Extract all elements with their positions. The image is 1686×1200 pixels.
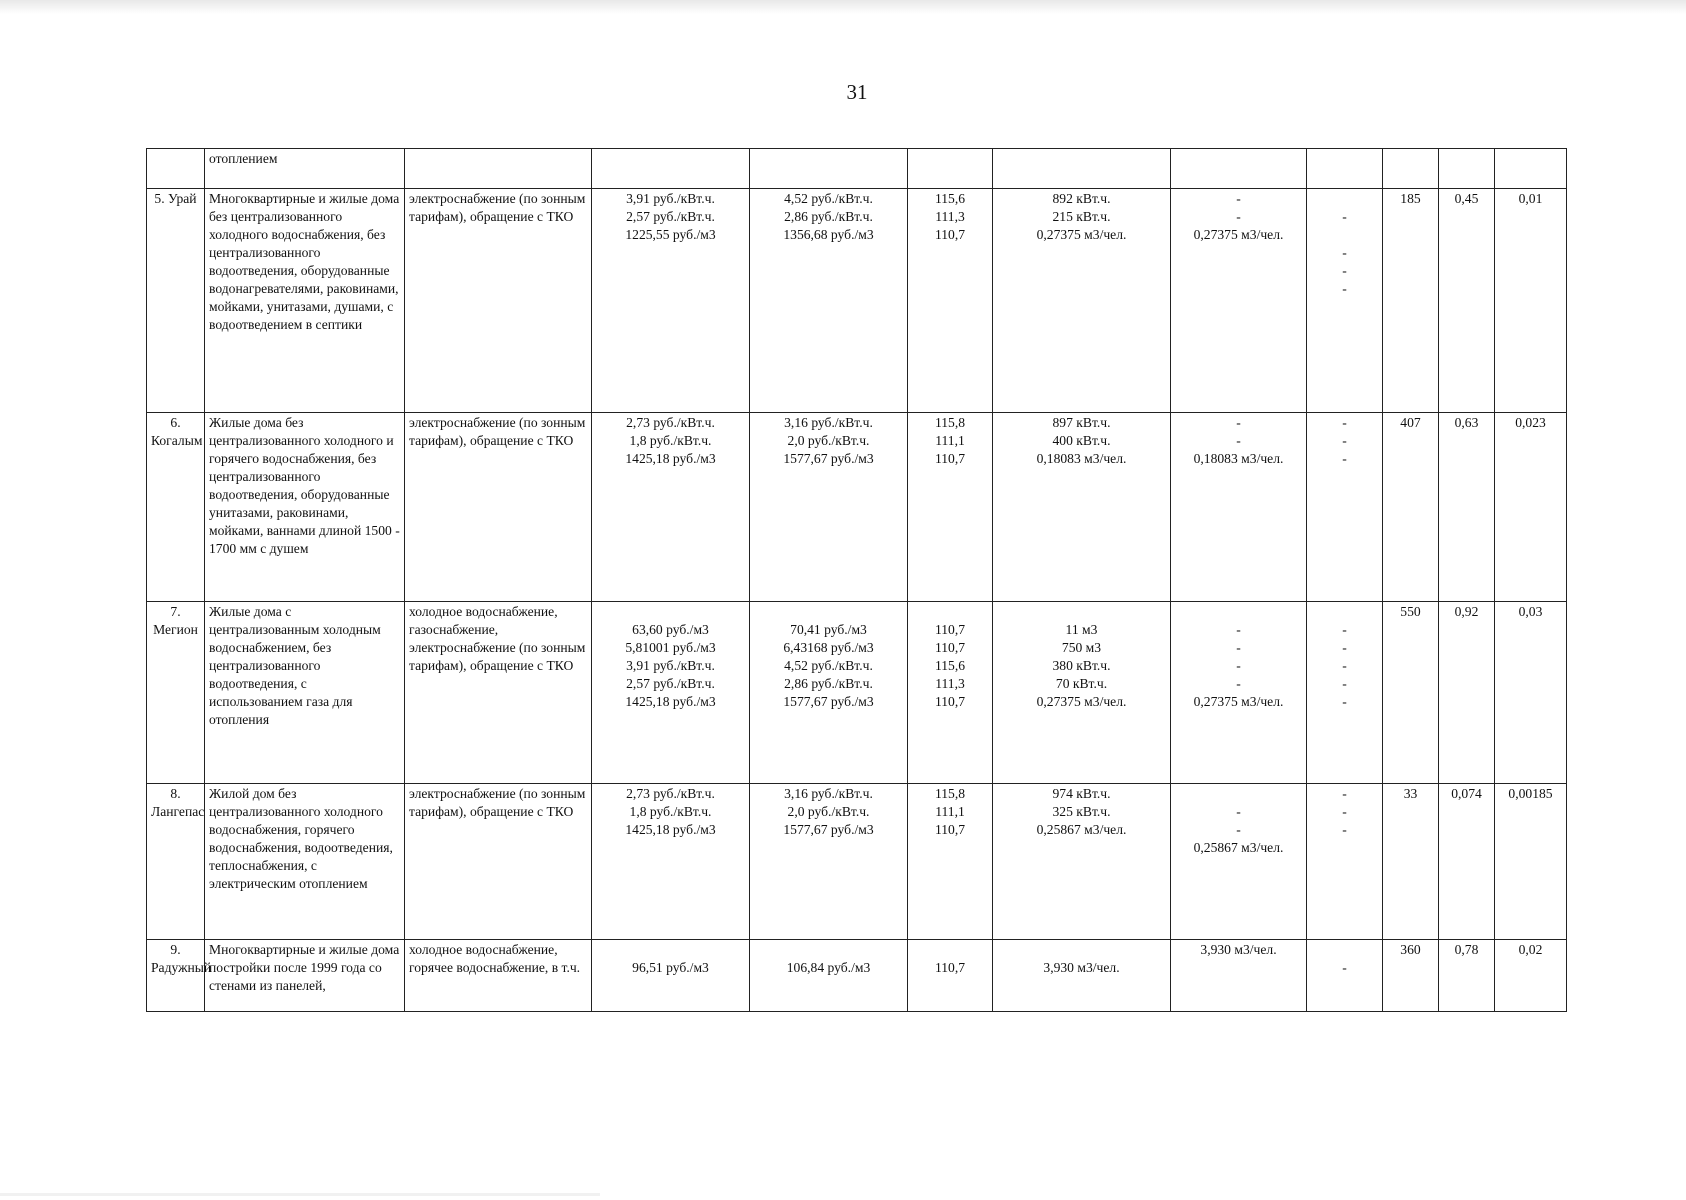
- tariff-current-cell: [592, 784, 750, 940]
- norm-value: 0,27375 м3/чел.: [1193, 694, 1284, 709]
- row-number-cell: [147, 784, 205, 940]
- tariff-new: 106,84 руб./м3: [786, 960, 871, 975]
- consumption-volume: 750 м3: [1061, 640, 1102, 655]
- housing-description: Многоквартирные и жилые дома без централизованного холодного водоснабжения, без централизованного водоотведения, оборудованные водонагревателями, раковинами, мойками, унитазами, душами, с водоотведением в септики: [209, 191, 400, 332]
- dash-mark: -: [1342, 451, 1347, 466]
- tariff-current: 1425,18 руб./м3: [625, 822, 716, 837]
- services-text: холодное водоснабжение, газоснабжение, электроснабжение (по зонным тарифам), обращение с ТКО: [409, 604, 586, 673]
- services-cell: [405, 189, 592, 413]
- dash-mark: -: [1342, 822, 1347, 837]
- tariff-new-cell: [750, 784, 908, 940]
- norm-dash: -: [1236, 622, 1241, 637]
- dash-mark: [1311, 941, 1378, 959]
- tariff-current: 1425,18 руб./м3: [625, 451, 716, 466]
- tariff-index: [912, 603, 988, 621]
- dash-mark: [1311, 226, 1378, 244]
- norm-dash: [1175, 603, 1302, 621]
- tariff-current: 2,73 руб./кВт.ч.: [626, 415, 715, 430]
- tariff-new: [754, 941, 903, 959]
- value-1-cell: [1383, 602, 1439, 784]
- value-3-cell: [1495, 413, 1567, 602]
- norm-value: 0,18083 м3/чел.: [1193, 451, 1284, 466]
- dash-mark: -: [1342, 786, 1347, 801]
- value-3: 0,00185: [1508, 786, 1553, 801]
- row-number-cell: [147, 602, 205, 784]
- norm-dash: -: [1236, 191, 1241, 206]
- tariff-index: 115,8: [934, 415, 966, 430]
- value-2-cell: [1439, 940, 1495, 1012]
- tariff-new: 1577,67 руб./м3: [783, 694, 874, 709]
- consumption-volume: [997, 150, 1166, 168]
- consumption-volume: [997, 603, 1166, 621]
- dash-cell: [1307, 940, 1383, 1012]
- scan-edge: [0, 0, 1686, 14]
- services-cell: [405, 149, 592, 189]
- consumption-volume: 0,27375 м3/чел.: [1036, 694, 1127, 709]
- dash-cell: [1307, 189, 1383, 413]
- tariff-new-cell: [750, 189, 908, 413]
- tariff-new: 4,52 руб./кВт.ч.: [784, 191, 873, 206]
- norm-value: 0,27375 м3/чел.: [1193, 227, 1284, 242]
- tariff-current: 96,51 руб./м3: [632, 960, 709, 975]
- value-1-cell: [1383, 413, 1439, 602]
- tariff-index: 111,3: [935, 676, 965, 691]
- dash-mark: -: [1342, 263, 1347, 278]
- index-cell: [908, 189, 993, 413]
- housing-description: Жилой дом без централизованного холодного водоснабжения, горячего водоснабжения, водоотведения, теплоснабжения, с электрическим отоплением: [209, 786, 393, 891]
- dash-mark: -: [1342, 433, 1347, 448]
- tariff-index: 115,8: [934, 786, 966, 801]
- tariff-new: 3,16 руб./кВт.ч.: [784, 415, 873, 430]
- consumption-volume: 0,18083 м3/чел.: [1036, 451, 1127, 466]
- services-cell: [405, 602, 592, 784]
- dash-mark: -: [1342, 658, 1347, 673]
- value-2-cell: [1439, 189, 1495, 413]
- tariff-new: 4,52 руб./кВт.ч.: [784, 658, 873, 673]
- norm-cell: [1171, 149, 1307, 189]
- tariff-new-cell: [750, 940, 908, 1012]
- consumption-volume-cell: [993, 602, 1171, 784]
- dash-mark: -: [1342, 640, 1347, 655]
- tariff-index: 110,7: [934, 960, 966, 975]
- index-cell: [908, 149, 993, 189]
- value-2-cell: [1439, 149, 1495, 189]
- housing-description-cell: [205, 413, 405, 602]
- services-text: холодное водоснабжение, горячее водоснабжение, в т.ч.: [409, 942, 581, 975]
- housing-description-cell: [205, 602, 405, 784]
- index-cell: [908, 602, 993, 784]
- table-row: [147, 940, 1567, 1012]
- norm-cell: [1171, 940, 1307, 1012]
- tariff-index: 115,6: [934, 658, 966, 673]
- norm-value: 0,25867 м3/чел.: [1193, 840, 1284, 855]
- value-2-cell: [1439, 784, 1495, 940]
- tariff-new: 3,16 руб./кВт.ч.: [784, 786, 873, 801]
- tariff-current: 2,73 руб./кВт.ч.: [626, 786, 715, 801]
- table-row: [147, 149, 1567, 189]
- consumption-volume: 0,27375 м3/чел.: [1036, 227, 1127, 242]
- value-1: 33: [1403, 786, 1418, 801]
- value-1-cell: [1383, 149, 1439, 189]
- tariff-current: 1,8 руб./кВт.ч.: [629, 433, 712, 448]
- tariff-new: 2,0 руб./кВт.ч.: [787, 804, 870, 819]
- tariff-current-cell: [592, 413, 750, 602]
- dash-cell: [1307, 149, 1383, 189]
- tariff-new: [754, 603, 903, 621]
- consumption-volume: 70 кВт.ч.: [1055, 676, 1108, 691]
- row-number: 9. Радужный: [151, 942, 212, 975]
- table-row: [147, 189, 1567, 413]
- row-number: 5. Урай: [154, 191, 197, 206]
- dash-mark: -: [1342, 694, 1347, 709]
- norm-dash: -: [1236, 804, 1241, 819]
- dash-mark: -: [1342, 622, 1347, 637]
- tariff-index: [912, 941, 988, 959]
- tariff-current: 2,57 руб./кВт.ч.: [626, 676, 715, 691]
- tariff-current-cell: [592, 602, 750, 784]
- housing-description: отоплением: [209, 151, 278, 166]
- value-3: 0,01: [1518, 191, 1543, 206]
- housing-description: Многоквартирные и жилые дома постройки после 1999 года со стенами из панелей,: [209, 942, 400, 993]
- tariff-new: 1356,68 руб./м3: [783, 227, 874, 242]
- page-number: 31: [846, 80, 868, 104]
- norm-dash: -: [1236, 676, 1241, 691]
- consumption-volume-cell: [993, 940, 1171, 1012]
- housing-description: Жилые дома с централизованным холодным водоснабжением, без централизованного водоотведения, с использованием газа для отопления: [209, 604, 381, 727]
- norm-dash: -: [1236, 658, 1241, 673]
- services-text: электроснабжение (по зонным тарифам), обращение с ТКО: [409, 786, 586, 819]
- value-3: 0,03: [1518, 604, 1543, 619]
- dash-mark: [1311, 603, 1378, 621]
- value-2: 0,45: [1454, 191, 1479, 206]
- tariff-new-cell: [750, 413, 908, 602]
- value-3-cell: [1495, 602, 1567, 784]
- tariff-new: 1577,67 руб./м3: [783, 451, 874, 466]
- tariff-new: [754, 150, 903, 168]
- consumption-volume: 11 м3: [1065, 622, 1098, 637]
- tariff-current: 1,8 руб./кВт.ч.: [629, 804, 712, 819]
- tariff-current-cell: [592, 149, 750, 189]
- row-number-cell: [147, 149, 205, 189]
- value-2-cell: [1439, 602, 1495, 784]
- tariff-new: 2,86 руб./кВт.ч.: [784, 209, 873, 224]
- index-cell: [908, 940, 993, 1012]
- tariff-new: 70,41 руб./м3: [790, 622, 867, 637]
- tariff-index: 110,7: [934, 227, 966, 242]
- table-row: [147, 784, 1567, 940]
- tariff-current: 3,91 руб./кВт.ч.: [626, 191, 715, 206]
- dash-mark: -: [1342, 281, 1347, 296]
- row-number: 8. Лангепас: [151, 786, 205, 819]
- dash-mark: -: [1342, 676, 1347, 691]
- scan-edge-bottom: [0, 1193, 600, 1196]
- consumption-volume: 400 кВт.ч.: [1052, 433, 1111, 448]
- dash-mark: [1311, 190, 1378, 208]
- tariff-new: 1577,67 руб./м3: [783, 822, 874, 837]
- value-1: 185: [1400, 191, 1421, 206]
- value-1-cell: [1383, 940, 1439, 1012]
- consumption-volume-cell: [993, 149, 1171, 189]
- consumption-volume: 892 кВт.ч.: [1052, 191, 1111, 206]
- tariff-new-cell: [750, 149, 908, 189]
- housing-description: Жилые дома без централизованного холодного и горячего водоснабжения, без централизованного водоотведения, оборудованные унитазами, раковинами, мойками, ваннами длиной 1500 - 1700 мм с душем: [209, 415, 400, 556]
- index-cell: [908, 784, 993, 940]
- tariff-current: 2,57 руб./кВт.ч.: [626, 209, 715, 224]
- tariff-index: 111,3: [935, 209, 965, 224]
- norm-dash: -: [1236, 822, 1241, 837]
- norm-dash: -: [1236, 415, 1241, 430]
- value-1-cell: [1383, 189, 1439, 413]
- dash-cell: [1307, 602, 1383, 784]
- norm-value: 3,930 м3/чел.: [1200, 942, 1277, 957]
- value-3-cell: [1495, 189, 1567, 413]
- norm-dash: [1175, 785, 1302, 803]
- consumption-volume: 215 кВт.ч.: [1052, 209, 1111, 224]
- consumption-volume: 380 кВт.ч.: [1052, 658, 1111, 673]
- value-3-cell: [1495, 784, 1567, 940]
- tariff-table: [146, 148, 1567, 1012]
- tariff-current-cell: [592, 940, 750, 1012]
- norm-cell: [1171, 189, 1307, 413]
- dash-cell: [1307, 784, 1383, 940]
- norm-dash: -: [1236, 209, 1241, 224]
- housing-description-cell: [205, 189, 405, 413]
- tariff-current: 63,60 руб./м3: [632, 622, 709, 637]
- value-3-cell: [1495, 149, 1567, 189]
- tariff-index: [912, 150, 988, 168]
- value-2: 0,92: [1454, 604, 1479, 619]
- norm-cell: [1171, 784, 1307, 940]
- value-1: 550: [1400, 604, 1421, 619]
- tariff-current: [596, 150, 745, 168]
- value-3: 0,02: [1518, 942, 1543, 957]
- housing-description-cell: [205, 940, 405, 1012]
- consumption-volume: 897 кВт.ч.: [1052, 415, 1111, 430]
- tariff-current: 1425,18 руб./м3: [625, 694, 716, 709]
- dash-mark: -: [1342, 804, 1347, 819]
- consumption-volume-cell: [993, 189, 1171, 413]
- services-text: электроснабжение (по зонным тарифам), обращение с ТКО: [409, 415, 586, 448]
- row-number: 7. Мегион: [153, 604, 198, 637]
- tariff-current: [596, 941, 745, 959]
- consumption-volume: 0,25867 м3/чел.: [1036, 822, 1127, 837]
- tariff-current: 5,81001 руб./м3: [625, 640, 716, 655]
- services-text: электроснабжение (по зонным тарифам), обращение с ТКО: [409, 191, 586, 224]
- value-1: 407: [1400, 415, 1421, 430]
- tariff-index: 110,7: [934, 640, 966, 655]
- tariff-new: 6,43168 руб./м3: [783, 640, 874, 655]
- services-cell: [405, 413, 592, 602]
- row-number: 6. Когалым: [151, 415, 203, 448]
- tariff-index: 110,7: [934, 622, 966, 637]
- value-2: 0,78: [1454, 942, 1479, 957]
- value-2: 0,63: [1454, 415, 1479, 430]
- dash-mark: -: [1342, 209, 1347, 224]
- services-cell: [405, 784, 592, 940]
- tariff-current: [596, 603, 745, 621]
- services-cell: [405, 940, 592, 1012]
- index-cell: [908, 413, 993, 602]
- norm-cell: [1171, 413, 1307, 602]
- dash-mark: [1311, 150, 1378, 168]
- tariff-current-cell: [592, 189, 750, 413]
- value-1: 360: [1400, 942, 1421, 957]
- norm-cell: [1171, 602, 1307, 784]
- row-number-cell: [147, 189, 205, 413]
- consumption-volume-cell: [993, 413, 1171, 602]
- row-number-cell: [147, 413, 205, 602]
- tariff-index: 115,6: [934, 191, 966, 206]
- consumption-volume: 3,930 м3/чел.: [1043, 960, 1120, 975]
- consumption-volume-cell: [993, 784, 1171, 940]
- table-row: [147, 602, 1567, 784]
- norm-dash: -: [1236, 640, 1241, 655]
- tariff-current: 1225,55 руб./м3: [625, 227, 716, 242]
- consumption-volume: 325 кВт.ч.: [1052, 804, 1111, 819]
- value-2-cell: [1439, 413, 1495, 602]
- tariff-index: 110,7: [934, 822, 966, 837]
- housing-description-cell: [205, 784, 405, 940]
- value-3: 0,023: [1515, 415, 1546, 430]
- value-3-cell: [1495, 940, 1567, 1012]
- tariff-index: 111,1: [935, 804, 965, 819]
- housing-description-cell: [205, 149, 405, 189]
- dash-mark: -: [1342, 415, 1347, 430]
- value-2: 0,074: [1451, 786, 1482, 801]
- consumption-volume: 974 кВт.ч.: [1052, 786, 1111, 801]
- value-1-cell: [1383, 784, 1439, 940]
- tariff-current: 3,91 руб./кВт.ч.: [626, 658, 715, 673]
- dash-mark: -: [1342, 960, 1347, 975]
- tariff-new: 2,86 руб./кВт.ч.: [784, 676, 873, 691]
- tariff-new: 2,0 руб./кВт.ч.: [787, 433, 870, 448]
- tariff-new-cell: [750, 602, 908, 784]
- dash-mark: -: [1342, 245, 1347, 260]
- row-number-cell: [147, 940, 212, 1012]
- consumption-volume: [997, 941, 1166, 959]
- table-row: [147, 413, 1567, 602]
- tariff-index: 110,7: [934, 451, 966, 466]
- dash-cell: [1307, 413, 1383, 602]
- norm-dash: -: [1236, 433, 1241, 448]
- tariff-index: 110,7: [934, 694, 966, 709]
- tariff-index: 111,1: [935, 433, 965, 448]
